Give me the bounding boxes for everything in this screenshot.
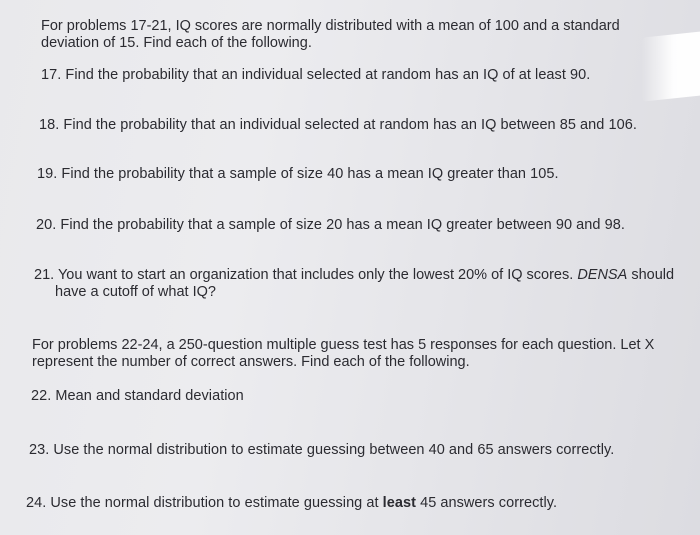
problem-number: 22. <box>31 388 52 404</box>
problem-text-b: should have a cutoff of what IQ? <box>55 267 675 300</box>
problem-number: 21. <box>34 267 55 283</box>
problem-text-emphasis: DENSA <box>577 267 628 283</box>
intro-section-1 <box>41 18 620 52</box>
problem-23 <box>29 442 614 459</box>
problem-19 <box>37 166 559 183</box>
problem-text-a: You want to start an organization that includes only the lowest 20% of IQ scores. <box>57 267 574 283</box>
problem-24 <box>26 495 557 512</box>
problem-text: Use the normal distribution to estimate guessing between 40 and 65 answers correctly. <box>53 442 615 458</box>
problem-17 <box>41 67 590 84</box>
intro-2-line-1: For problems 22-24, a 250-question multiple guess test has 5 responses for each question. Let X <box>32 337 655 353</box>
photo-glare <box>642 30 700 101</box>
problem-number: 20. <box>36 217 57 233</box>
problem-text: Find the probability that an individual selected at random has an IQ of at least 90. <box>65 67 591 83</box>
problem-text-b: 45 answers correctly. <box>420 495 558 511</box>
problem-number: 19. <box>37 166 58 182</box>
problem-number: 18. <box>39 117 60 133</box>
problem-number: 17. <box>41 67 62 83</box>
problem-number: 23. <box>29 442 50 458</box>
problem-text-bold: least <box>382 495 416 511</box>
problem-text: Mean and standard deviation <box>55 388 244 404</box>
intro-1-line-2: deviation of 15. Find each of the following. <box>41 35 312 51</box>
intro-1-line-1: For problems 17-21, IQ scores are normally distributed with a mean of 100 and a standard <box>41 18 620 34</box>
problem-text: Find the probability that an individual selected at random has an IQ between 85 and 106. <box>63 117 637 133</box>
problem-text: Find the probability that a sample of size 40 has a mean IQ greater than 105. <box>61 166 559 182</box>
problem-number: 24. <box>26 495 47 511</box>
problem-21 <box>34 267 695 301</box>
intro-section-2 <box>32 337 654 371</box>
problem-text: Find the probability that a sample of size 20 has a mean IQ greater between 90 and 98. <box>60 217 625 233</box>
problem-18 <box>39 117 637 134</box>
intro-2-line-2: represent the number of correct answers. Find each of the following. <box>32 354 470 370</box>
problem-22 <box>31 388 244 405</box>
problem-20 <box>36 217 625 234</box>
problem-text-a: Use the normal distribution to estimate guessing at <box>50 495 379 511</box>
